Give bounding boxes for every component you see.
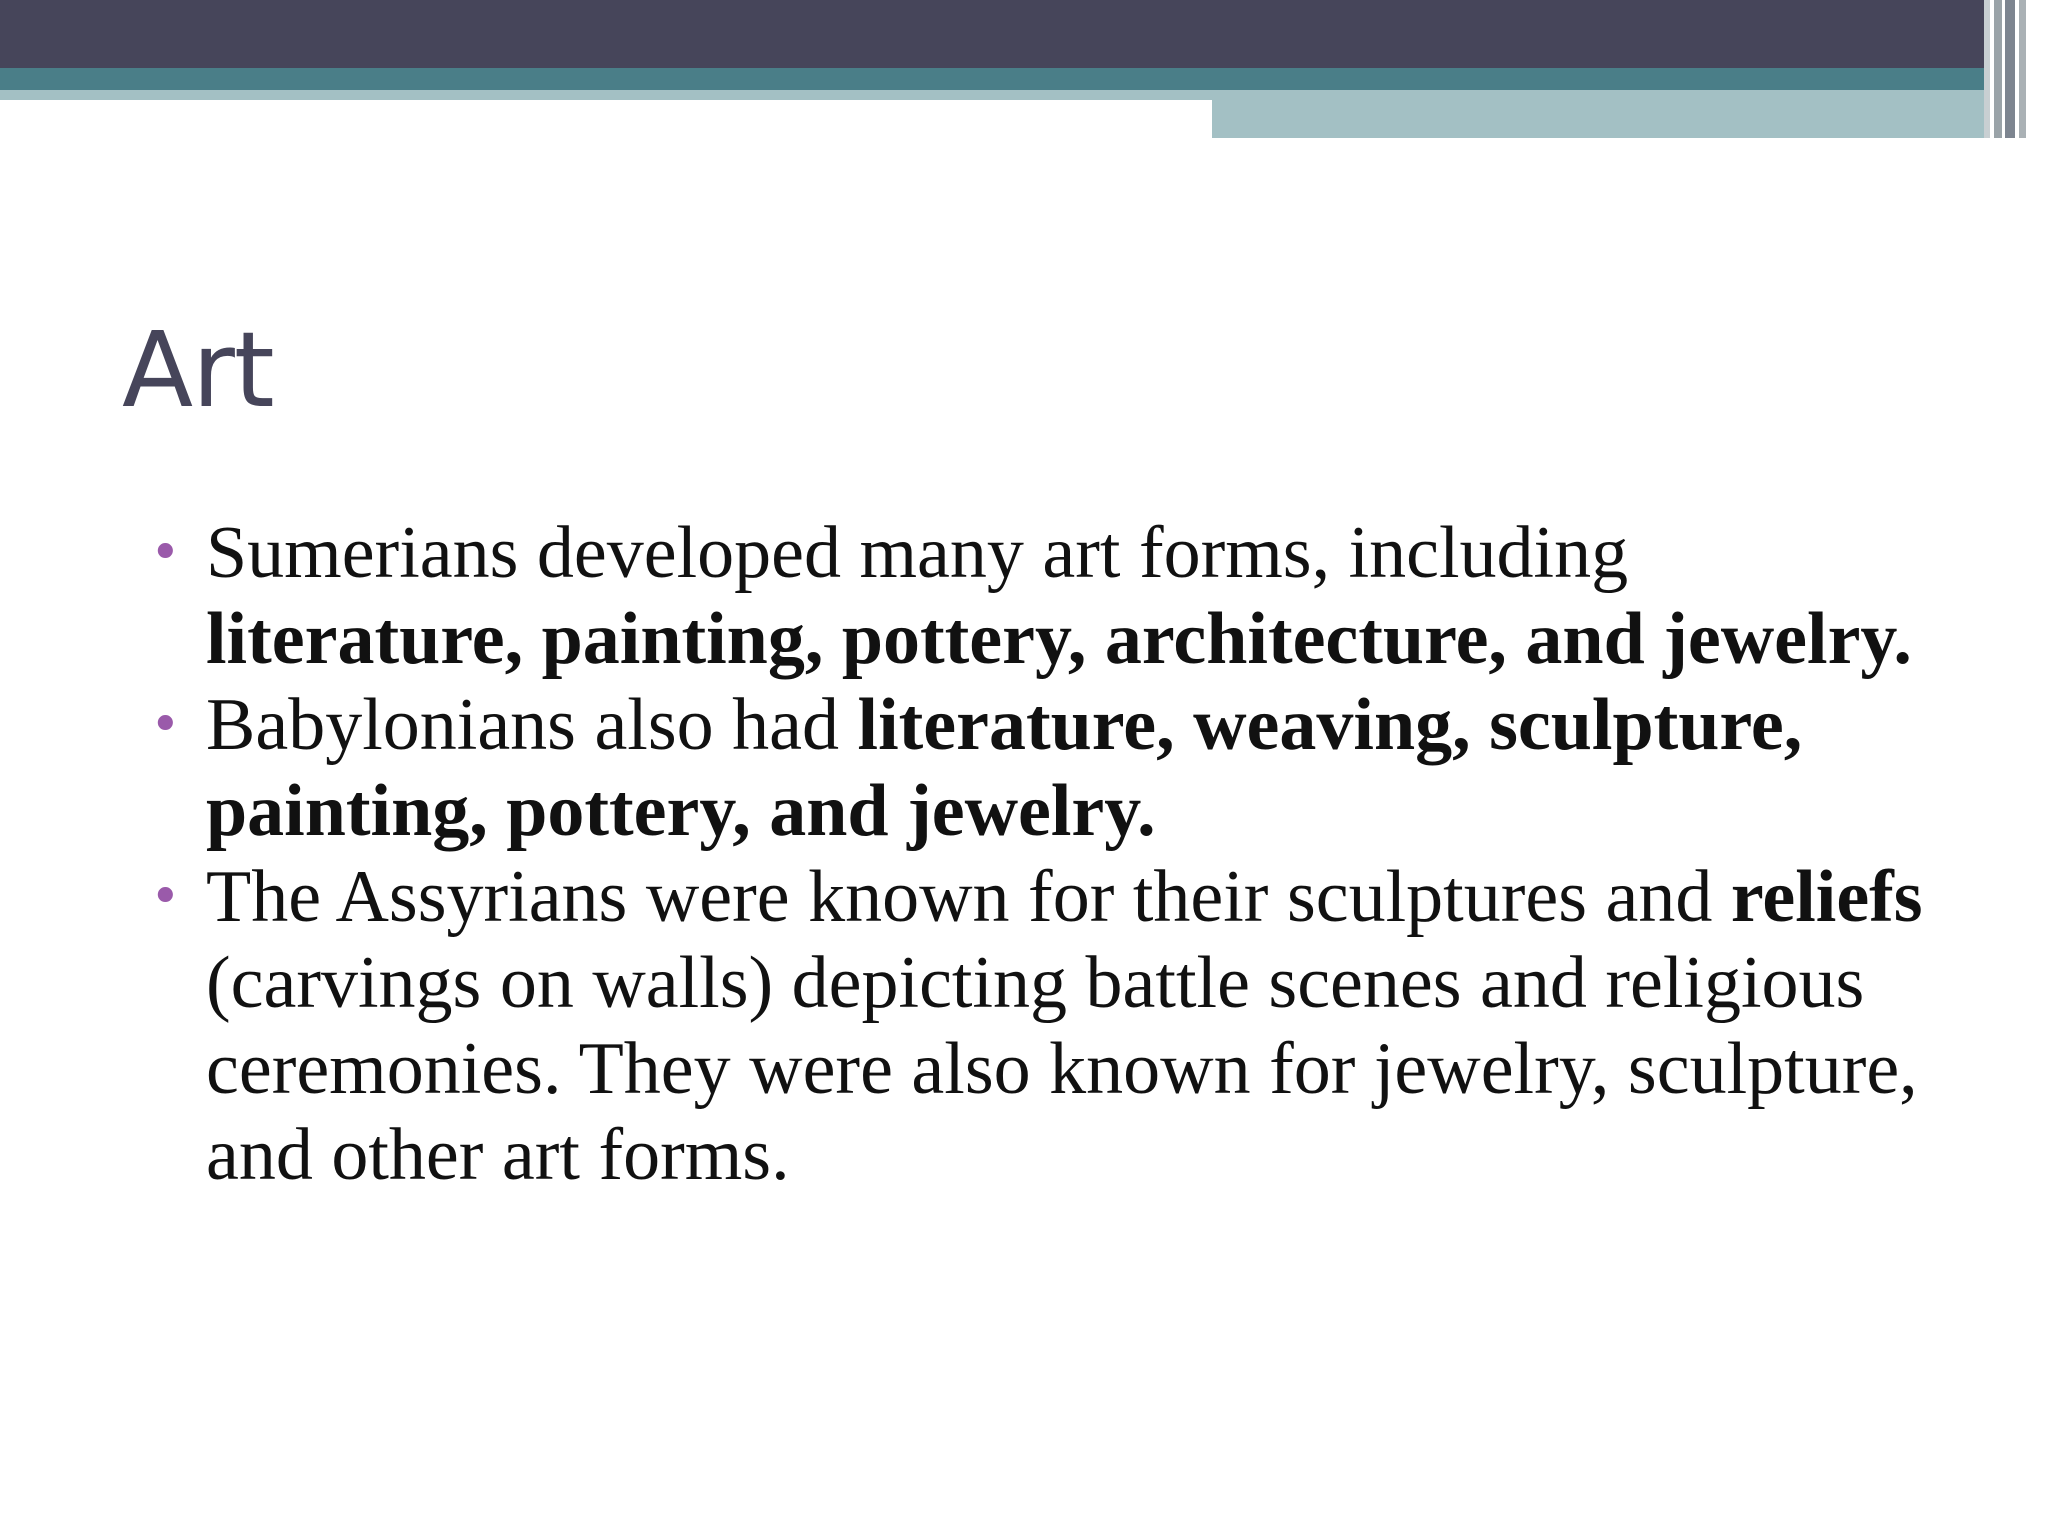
bullet-dot-icon: • bbox=[150, 867, 181, 927]
header-stripe bbox=[2005, 0, 2015, 138]
header-stripe bbox=[1994, 0, 2002, 138]
bullet-text bbox=[206, 856, 1923, 1196]
bullet-bold-segment: reliefs bbox=[1730, 856, 1923, 938]
header-band-light-right bbox=[1212, 90, 2048, 138]
bullet-text-segment: (carvings on walls) depicting battle scenes and religious ceremonies. They were also known for jewelry, sculpture, and other art forms. bbox=[206, 942, 1918, 1196]
bullet-dot-icon: • bbox=[150, 523, 181, 583]
bullet-bold-segment: literature, painting, pottery, architecture, and jewelry. bbox=[206, 598, 1912, 680]
bullet-item bbox=[140, 682, 1940, 854]
header-band-dark bbox=[0, 0, 2048, 68]
header-stripe bbox=[2019, 0, 2026, 138]
bullet-text-segment: The Assyrians were known for their sculptures and bbox=[206, 856, 1731, 938]
bullet-bold-segment: literature, weaving, sculpture, painting, pottery, and jewelry. bbox=[206, 684, 1803, 852]
bullet-text-segment: Babylonians also had bbox=[206, 684, 858, 766]
slide-title: Art bbox=[122, 309, 274, 431]
bullet-item bbox=[140, 510, 1940, 682]
bullet-text bbox=[206, 512, 1912, 680]
header-band-teal bbox=[0, 68, 2048, 90]
header-stripes bbox=[1984, 0, 2048, 138]
header-stripe bbox=[2026, 0, 2048, 138]
bullet-text-segment: Sumerians developed many art forms, including bbox=[206, 512, 1629, 594]
header-band-light-left bbox=[0, 90, 1212, 100]
bullet-text bbox=[206, 684, 1802, 852]
bullet-dot-icon: • bbox=[150, 695, 181, 755]
bullet-item bbox=[140, 854, 1940, 1198]
bullet-list bbox=[140, 510, 1940, 1198]
